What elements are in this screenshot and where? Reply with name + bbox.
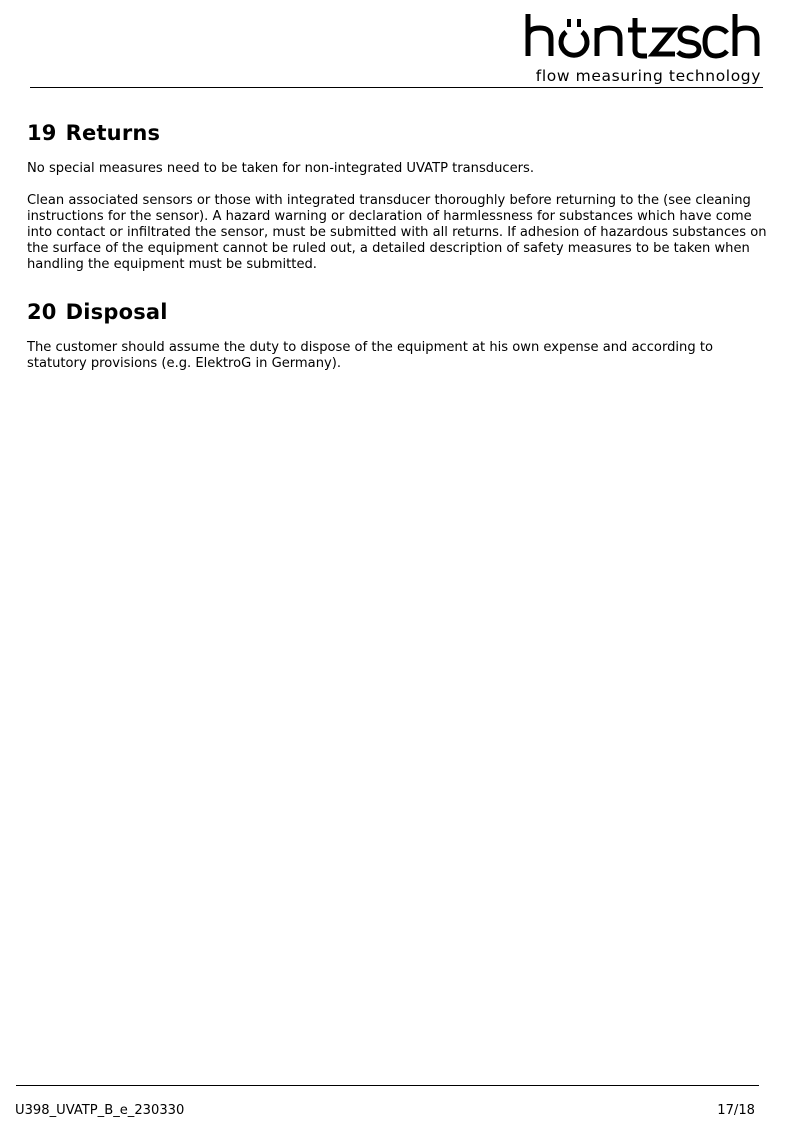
returns-paragraph-2: Clean associated sensors or those with integrated transducer thoroughly before returning to the (see cleaning instructions for the sensor). A hazard warning or declaration of harmlessness for substances which have come into contact or infiltrated the sensor, must be submitted with all returns. If adhesion of hazardous substances on the surface of the equipment cannot be ruled out, a detailed description of safety measures to be taken when handling the equipment must be submitted. xyxy=(27,193,767,272)
hontzsch-logo xyxy=(520,10,765,86)
section-title: Returns xyxy=(65,121,161,145)
page-number: 17/18 xyxy=(717,1103,755,1118)
logo-tagline: flow measuring technology xyxy=(535,67,761,85)
section-heading-disposal xyxy=(27,298,767,326)
page-header xyxy=(0,0,800,92)
section-number: 20 xyxy=(27,300,57,324)
page-content xyxy=(27,119,767,372)
disposal-paragraph-1: The customer should assume the duty to dispose of the equipment at his own expense and according to statutory provisions (e.g. ElektroG in Germany). xyxy=(27,340,713,371)
returns-paragraph-1: No special measures need to be taken for non-integrated UVATP transducers. xyxy=(27,161,535,176)
section-number: 19 xyxy=(27,121,57,145)
footer-divider xyxy=(16,1085,759,1086)
section-heading-returns xyxy=(27,119,767,147)
header-divider xyxy=(30,87,763,88)
document-id: U398_UVATP_B_e_230330 xyxy=(15,1103,185,1118)
section-title: Disposal xyxy=(65,300,168,324)
